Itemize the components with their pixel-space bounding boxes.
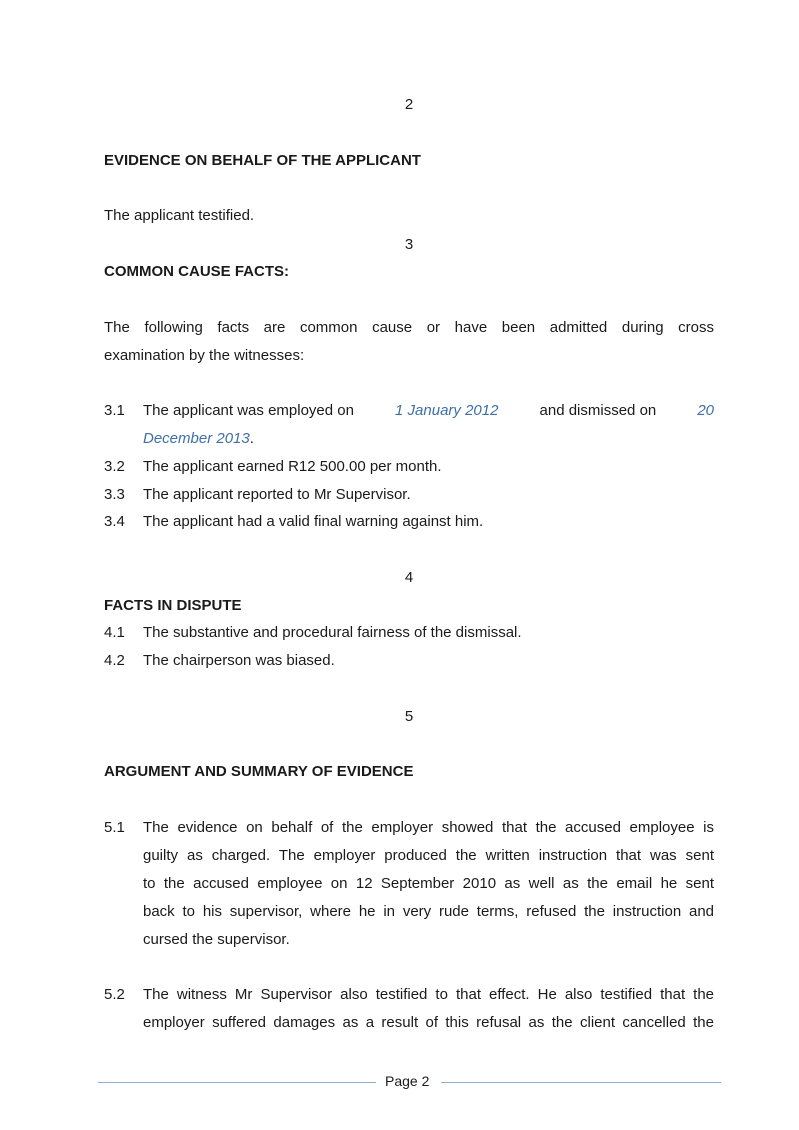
section-heading-facts-in-dispute: FACTS IN DISPUTE [104, 597, 242, 614]
footer-rule-left [98, 1082, 376, 1083]
section-heading-common-cause: COMMON CAUSE FACTS: [104, 263, 289, 280]
paragraph-line: The following facts are common cause or have been admitted during cross [104, 319, 714, 336]
list-item-text: The applicant was employed on [143, 402, 354, 419]
section-heading-argument: ARGUMENT AND SUMMARY OF EVIDENCE [104, 763, 414, 780]
list-item-number: 5.1 [104, 819, 125, 836]
list-item-number: 3.1 [104, 402, 125, 419]
paragraph: The applicant testified. [104, 207, 255, 224]
section-number: 2 [404, 96, 414, 113]
footer-rule-right [441, 1082, 721, 1083]
list-item-text: The applicant had a valid final warning against him. [143, 513, 484, 530]
list-item [143, 402, 714, 419]
list-item-text: The applicant reported to Mr Supervisor. [143, 486, 411, 503]
paragraph-line: cursed the supervisor. [143, 931, 290, 948]
section-number: 4 [404, 569, 414, 586]
list-item-number: 4.1 [104, 624, 125, 641]
list-item-text: The chairperson was biased. [143, 652, 335, 669]
list-item-text: and dismissed on [539, 402, 657, 419]
footer-page-label: Page 2 [385, 1073, 430, 1089]
list-item-number: 3.2 [104, 458, 125, 475]
list-item-number: 3.4 [104, 513, 125, 530]
paragraph-line: employer suffered damages as a result of this refusal as the client cancelled the [143, 1014, 714, 1031]
paragraph-line: guilty as charged. The employer produced the written instruction that was sent [143, 847, 714, 864]
date-link[interactable]: 20 [697, 402, 714, 419]
section-heading-evidence: EVIDENCE ON BEHALF OF THE APPLICANT [104, 152, 421, 169]
paragraph-line: The evidence on behalf of the employer showed that the accused employee is [143, 819, 714, 836]
paragraph-line: to the accused employee on 12 September 2010 as well as the email he sent [143, 875, 714, 892]
paragraph-line: The witness Mr Supervisor also testified to that effect. He also testified that the [143, 986, 714, 1003]
list-item-text: The substantive and procedural fairness of the dismissal. [143, 624, 522, 641]
list-item-text: The applicant earned R12 500.00 per month. [143, 458, 442, 475]
section-number: 5 [404, 708, 414, 725]
list-item-number: 3.3 [104, 486, 125, 503]
section-number: 3 [404, 236, 414, 253]
date-link[interactable]: December 2013 [143, 430, 250, 447]
paragraph-line: back to his supervisor, where he in very rude terms, refused the instruction and [143, 903, 714, 920]
list-item-number: 5.2 [104, 986, 125, 1003]
date-link[interactable]: 1 January 2012 [395, 402, 499, 419]
punctuation: . [249, 430, 254, 447]
paragraph-line: examination by the witnesses: [104, 347, 305, 364]
list-item-continuation [143, 430, 254, 447]
list-item-number: 4.2 [104, 652, 125, 669]
